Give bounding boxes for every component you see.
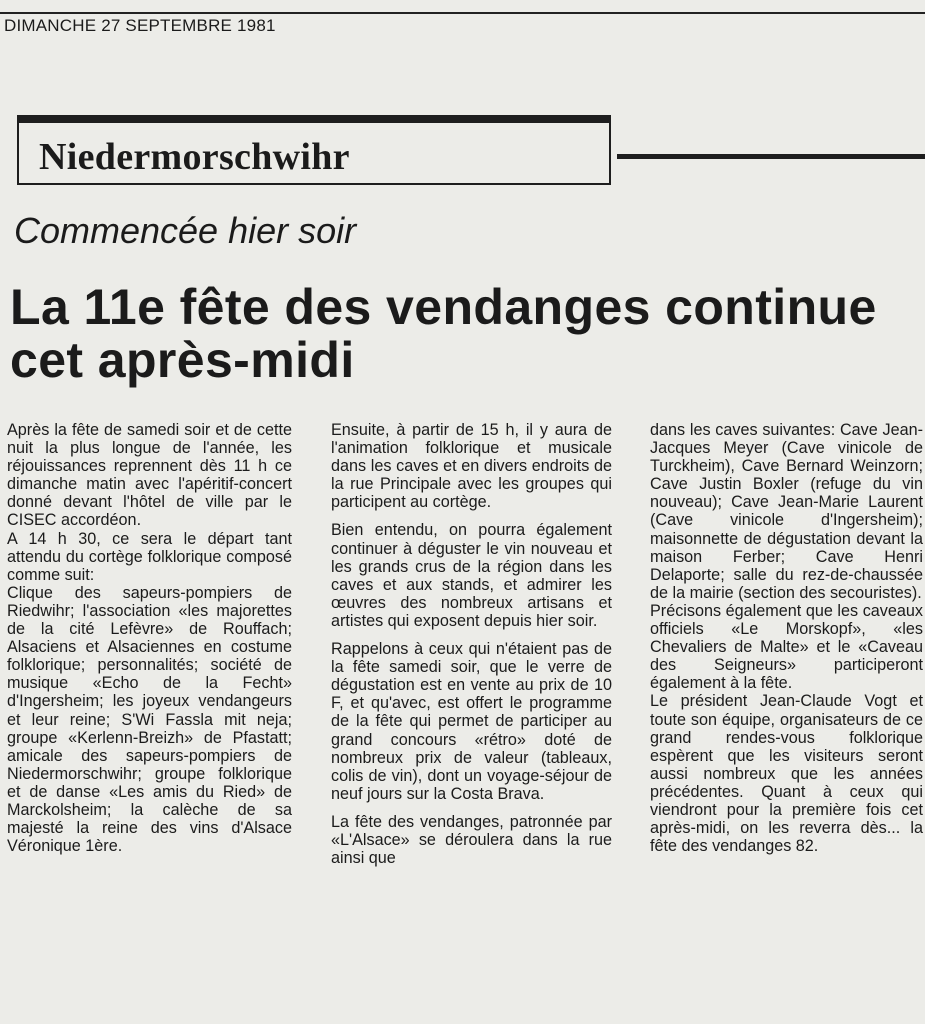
side-rule — [617, 154, 925, 159]
paragraph: Après la fête de samedi soir et de cette nuit la plus longue de l'année, les réjouissances reprennent dès 11 h ce dimanche matin avec l'apéritif-concert donné devant l'hôtel de ville par le CISEC accordéon. A 14 h 30, ce sera le départ tant attendu du cortège folklorique composé comme suit: Clique des sapeurs-pompiers de Riedwihr; l'association «les majorettes de la cité Lefèvre» de Rouffach; Alsaciens et Alsaciennes en costume folklorique; personnalités; société de musique «Echo de la Fecht» d'Ingersheim; les joyeux vendangeurs et leur reine; S'Wi Fassla mit neja; groupe «Kerlenn-Breizh» de Pfastatt; amicale des sapeurs-pompiers de Niedermorschwihr; groupe folklorique et de danse «Les amis du Ried» de Marckolsheim; la calèche de sa majesté la reine des vins d'Alsace Véronique 1ère. — [7, 421, 292, 856]
kicker: Commencée hier soir — [14, 210, 357, 251]
headline: La 11e fête des vendanges continue cet après-midi — [10, 279, 877, 388]
paragraph: dans les caves suivantes: Cave Jean-Jacques Meyer (Cave vinicole de Turckheim), Cave Bernard Weinzorn; Cave Justin Boxler (refuge du vin nouveau); Cave Jean-Marie Laurent (Cave vinicole d'Ingersheim); maisonnette de dégustation devant la maison Ferber; Cave Henri Delaporte; salle du rez-de-chaussée de la mairie (section des secouristes). Précisons également que les caveaux officiels «Le Morskopf», «les Chevaliers de Malte» et le «Caveau des Seigneurs» participeront également à la fête. Le président Jean-Claude Vogt et toute son équipe, organisateurs de ce grand rendes-vous folklorique espèrent que les visiteurs seront aussi nombreux que les années précédentes. Quant à ceux qui viendront pour la première fois cet après-midi, on les reverra dès... la fête des vendanges 82. — [650, 421, 923, 856]
paragraph: Bien entendu, on pourra également continuer à déguster le vin nouveau et les grands crus de la région dans les caves et aux stands, et admirer les œuvres des nombreux artisans et artistes qui exposent depuis hier soir. — [331, 521, 612, 630]
dateline: DIMANCHE 27 SEPTEMBRE 1981 — [4, 16, 276, 35]
article-column-2 — [331, 421, 612, 877]
paragraph: Rappelons à ceux qui n'étaient pas de la fête samedi soir, que le verre de dégustation est en vente au prix de 10 F, et qu'avec, est offert le programme de la fête qui permet de participer au grand concours «rétro» doté de nombreux prix de valeur (tableaux, colis de vin), dont un voyage-séjour de neuf jours sur la Costa Brava. — [331, 640, 612, 803]
article-column-3 — [650, 421, 923, 865]
paragraph: La fête des vendanges, patronnée par «L'Alsace» se déroulera dans la rue ainsi que — [331, 812, 612, 868]
top-rule — [0, 12, 925, 14]
locality-box — [17, 115, 611, 185]
locality-title: Niedermorschwihr — [39, 136, 350, 178]
article-column-1 — [7, 421, 292, 865]
paragraph: Ensuite, à partir de 15 h, il y aura de l'animation folklorique et musicale dans les caves et en divers endroits de la rue Principale avec les groupes qui participent au cortège. — [331, 421, 612, 512]
